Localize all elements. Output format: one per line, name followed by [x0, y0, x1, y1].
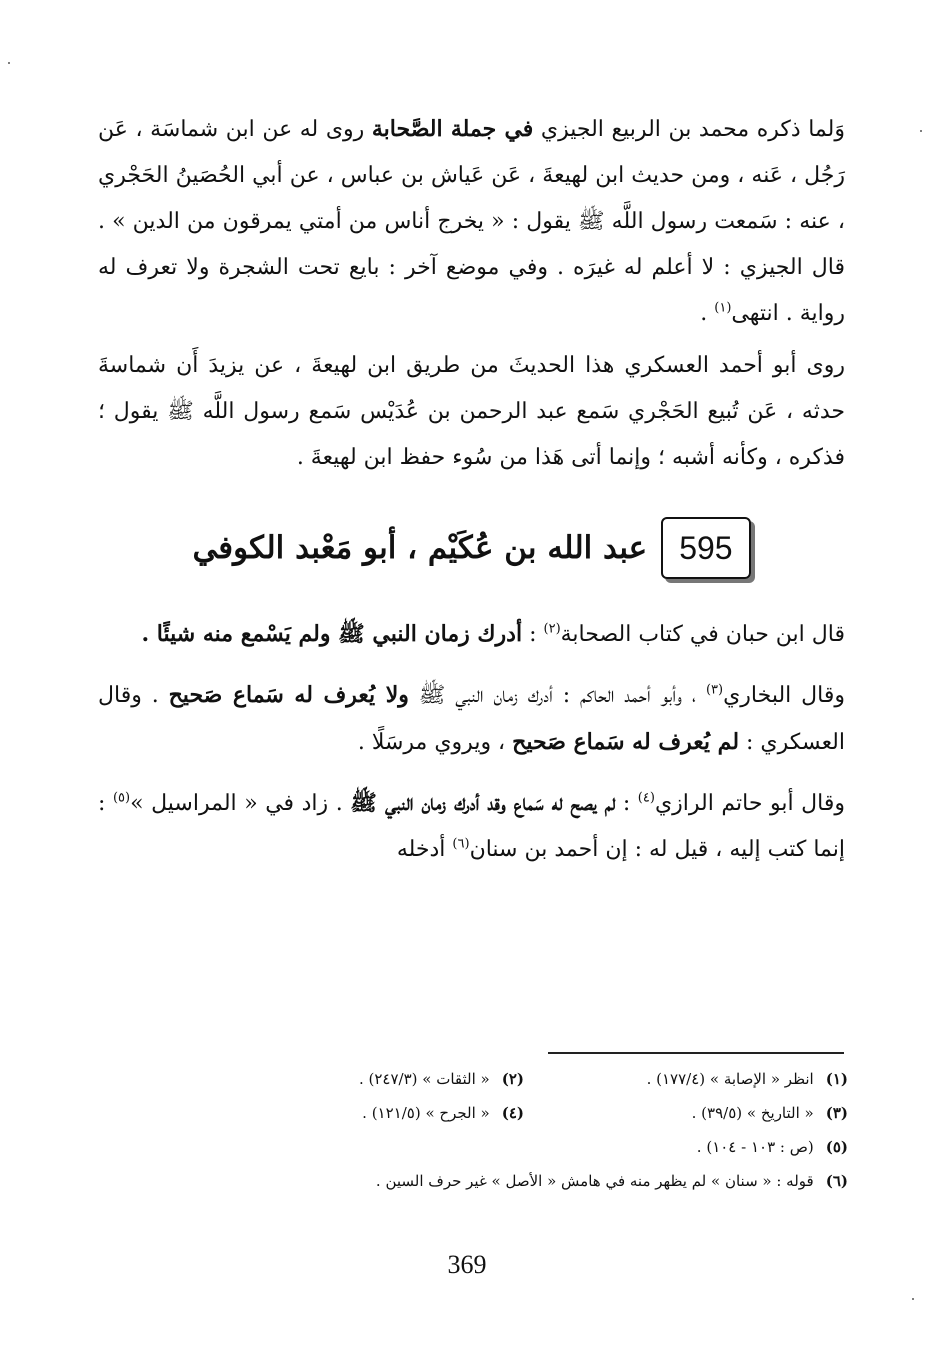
footnote-ref: (١): [714, 300, 732, 316]
text-run: وقال البخاري: [723, 683, 845, 708]
footnote-text: « التاريخ » (٣٩/٥) .: [691, 1104, 814, 1122]
footnote-ref: (٦): [452, 836, 470, 852]
footnote-row: [200, 1164, 848, 1198]
scan-speck: [8, 62, 10, 64]
text-run: ، وأبو أحمد الحاكم : أدرك زمان النبي ﷺ: [408, 683, 706, 708]
footnote-text: انظر « الإصابة » (١٧٧/٤) .: [646, 1070, 814, 1088]
text-run: : إنما كتب إليه ، قيل له : إن أحمد بن سنان: [98, 791, 845, 862]
text-run: روى له عن ابن شماسَة ، عَن رَجُل ، عَنه ، ومن حديث ابن لهيعةَ ، عَن عَياش بن عباس ، عن أبي الحُصَينُ الحَجْري ، عنه : سَمعت رسول اللَّه ﷺ يقول : « يخرج أناس من أمتي يمرقون من الدين » . قال الجيزي : لا أعلم له غيرَه . وفي موضع آخر : بايع تحت الشجرة ولا تعرف له رواية . انتهى: [98, 117, 845, 326]
text-run: قال ابن حبان في كتاب الصحابة: [560, 622, 845, 647]
footnote-2: [200, 1062, 524, 1096]
bold-text: ولا يُعرف له سَماع صَحيح: [168, 682, 409, 708]
paragraph-5: [98, 780, 845, 873]
entry-heading: [98, 517, 845, 579]
text-run: وقال أبو حاتم الرازي: [654, 791, 846, 816]
paragraph-1: [98, 106, 845, 337]
entry-title: عبد الله بن عُكَيْم ، أبو مَعْبد الكوفي: [192, 530, 648, 566]
text-run: . زاد في « المراسيل »: [130, 791, 351, 816]
footnote-5: [508, 1130, 848, 1164]
text-run: . وقال العسكري :: [98, 683, 845, 755]
footnote-number: (٤): [501, 1104, 524, 1122]
paragraph-4: [98, 672, 845, 766]
text-run: روى أبو أحمد العسكري هذا الحديثَ من طريق ابن لهيعةَ ، عن يزيدَ أَن شماسةَ حدثه ، عَن تُبيع الحَجْري سَمع عبد الرحمن بن عُدَيْس سَمع رسول اللَّه ﷺ يقول ؛ فذكره ، وكأنه أشبه ؛ وإنما أتى هَذا من سُوء حفظ ابن لهيعةَ .: [98, 353, 845, 470]
text-run: ، ويروي مرسَلًا .: [357, 730, 513, 755]
paragraph-2: [98, 343, 845, 481]
footnote-4: [200, 1096, 524, 1130]
footnote-text: « الجرح » (١٢١/٥) .: [362, 1104, 490, 1122]
scan-speck: [920, 130, 922, 132]
footnote-number: (١): [825, 1070, 848, 1088]
bold-text: لم يصح له سَماع وقد أدرك زمان النبي ﷺ: [350, 790, 616, 816]
text-run: وَلما ذكره محمد بن الربيع الجيزي: [533, 117, 845, 142]
text-run: أدخله: [396, 837, 453, 862]
bold-text: أدرك زمان النبي ﷺ ولم يَسْمع منه شيئًا .: [141, 621, 523, 647]
footnote-text: « الثقات » (٢٤٧/٣) .: [358, 1070, 490, 1088]
footnote-number: (٥): [825, 1138, 848, 1156]
footnote-text: (ص : ١٠٣ - ١٠٤) .: [696, 1138, 814, 1156]
footnote-ref: (٣): [705, 682, 724, 698]
footnote-1: [524, 1062, 848, 1096]
footnote-ref: (٢): [543, 621, 561, 637]
footnote-row: [200, 1062, 848, 1096]
text-run: :: [522, 622, 544, 647]
main-text: [98, 106, 845, 873]
paragraph-3: [98, 611, 845, 658]
footnote-number: (٦): [825, 1172, 848, 1190]
bold-text: في جملة الصَّحابة: [371, 116, 534, 142]
footnote-number: (٣): [825, 1104, 848, 1122]
footnote-ref: (٥): [112, 790, 131, 806]
footnote-row: [200, 1096, 848, 1130]
footnote-6: [200, 1164, 848, 1198]
footnotes: [200, 1062, 848, 1198]
page-number: 369: [447, 1250, 487, 1279]
bold-text: لم يُعرف له سَماع صَحيح: [512, 729, 740, 755]
footnote-number: (٢): [501, 1070, 524, 1088]
text-run: .: [700, 301, 715, 326]
text-run: :: [615, 791, 638, 816]
footnote-ref: (٤): [637, 790, 655, 806]
footnote-row: [200, 1130, 848, 1164]
footnote-text: قوله : « سنان » لم يظهر منه في هامش « الأصل » غير حرف السين .: [375, 1172, 814, 1190]
footnote-rule: [548, 1052, 844, 1054]
entry-number-box: 595: [661, 517, 750, 579]
scan-speck: [912, 1298, 914, 1300]
footnote-3: [524, 1096, 848, 1130]
